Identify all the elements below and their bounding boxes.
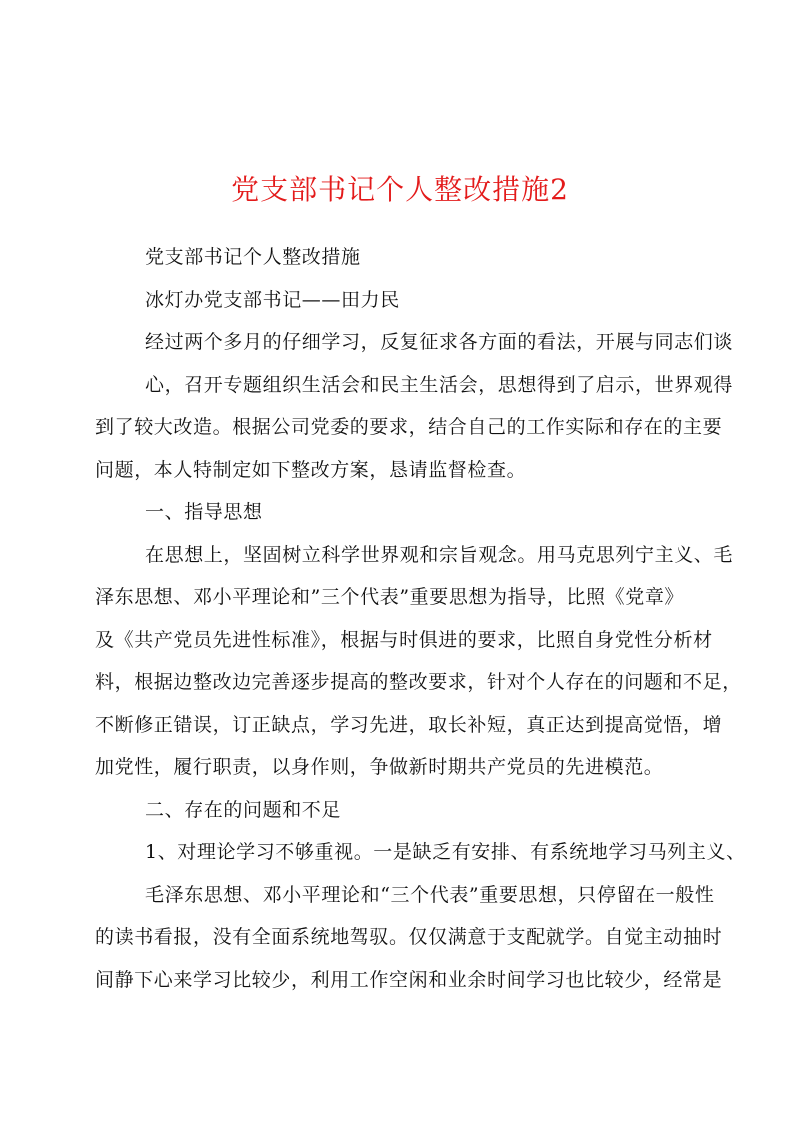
paragraph-line: 不断修正错误，订正缺点，学习先进，取长补短，真正达到提高觉悟，增 [95,714,723,736]
paragraph-line: 的读书看报，没有全面系统地驾驭。仅仅满意于支配就学。自觉主动抽时 [95,926,723,948]
paragraph-line: 心，召开专题组织生活会和民主生活会，思想得到了启示，世界观得 [145,374,734,396]
paragraph-line: 1、对理论学习不够重视。一是缺乏有安排、有系统地学习马列主义、 [145,841,746,863]
paragraph-line: 加党性，履行职责，以身作则，争做新时期共产党员的先进模范。 [95,756,664,778]
section-heading: 二、存在的问题和不足 [145,799,342,821]
paragraph-line: 经过两个多月的仔细学习，反复征求各方面的看法，开展与同志们谈 [145,331,734,353]
paragraph-line: 间静下心来学习比较少，利用工作空闲和业余时间学习也比较少，经常是 [95,969,723,991]
paragraph-line: 冰灯办党支部书记——田力民 [145,289,400,311]
paragraph-line: 到了较大改造。根据公司党委的要求，结合自己的工作实际和存在的主要 [95,416,723,438]
paragraph-line: 问题，本人特制定如下整改方案，恳请监督检查。 [95,459,527,481]
paragraph-line: 党支部书记个人整改措施 [145,246,361,268]
paragraph-line: 毛泽东思想、邓小平理论和“三个代表”重要思想，只停留在一般性 [145,884,715,906]
paragraph-line: 泽东思想、邓小平理论和”三个代表”重要思想为指导，比照《党章》 [95,586,685,608]
paragraph-line: 及《共产党员先进性标准》，根据与时俱进的要求，比照自身党性分析材 [95,629,713,651]
paragraph-line: 在思想上，坚固树立科学世界观和宗旨观念。用马克思列宁主义、毛 [145,544,734,566]
section-heading: 一、指导思想 [145,501,263,523]
paragraph-line: 料，根据边整改边完善逐步提高的整改要求，针对个人存在的问题和不足， [95,671,742,693]
document-title: 党支部书记个人整改措施2 [231,173,569,206]
